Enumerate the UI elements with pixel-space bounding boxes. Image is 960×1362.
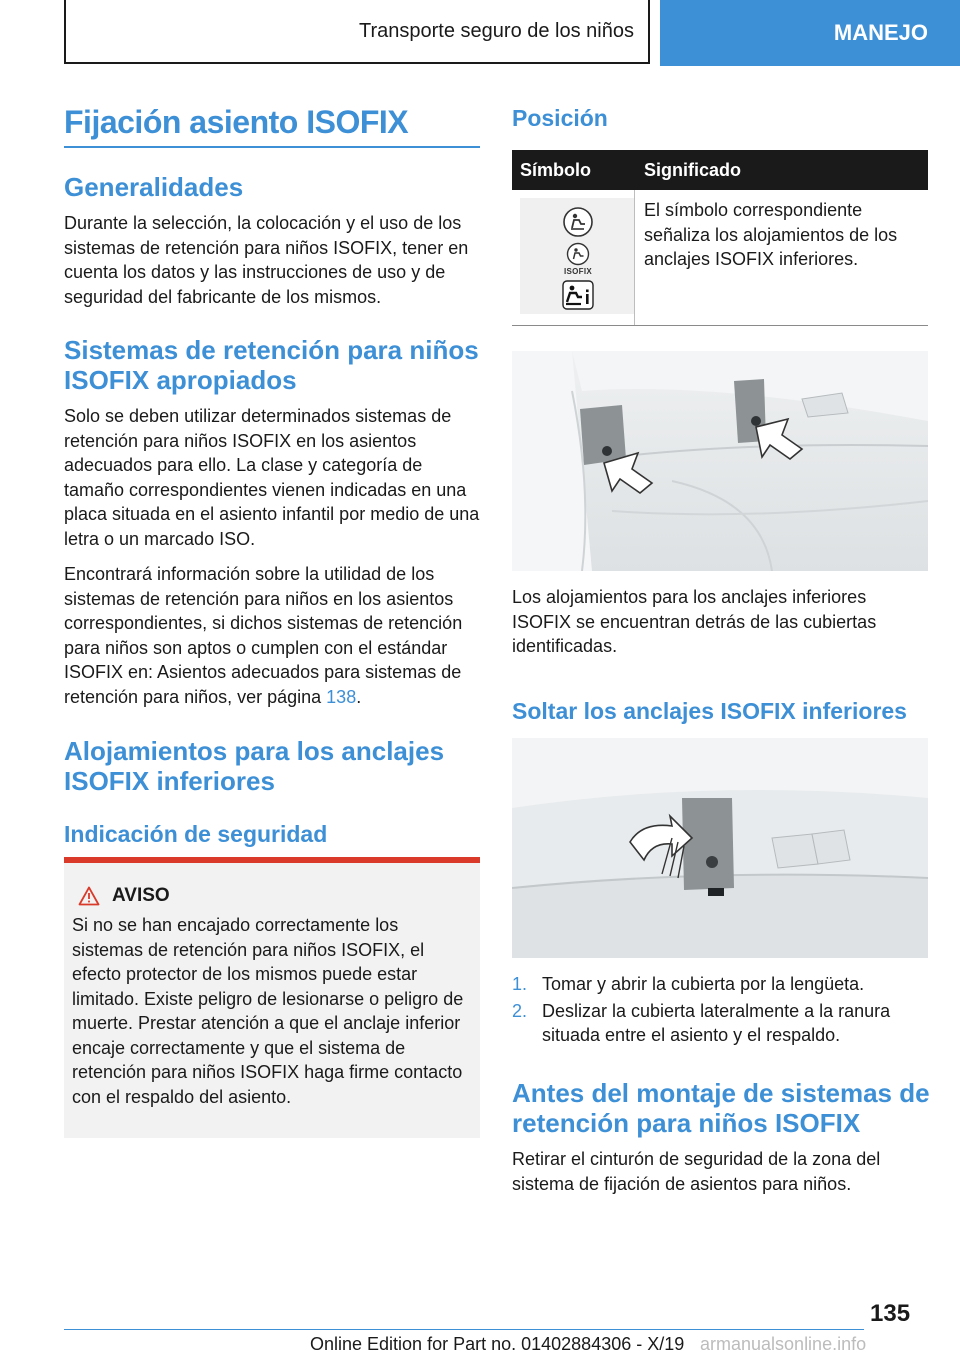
footer-edition: Online Edition for Part no. 01402884306 - X/19 <box>310 1334 685 1354</box>
steps-list <box>512 972 930 1048</box>
heading-safety: Indicación de seguridad <box>64 821 328 847</box>
text-systems-2-body: Encontrará información sobre la utilidad de los sistemas de retención para niños en los asientos correspondientes, si dichos sistemas de retención para niños son aptos o cumplen con el estándar ISOFIX en: Asientos adecuados para sistemas de retención para niños, ver página <box>64 564 463 707</box>
heading-release: Soltar los anclajes ISOFIX inferiores <box>512 698 907 724</box>
heading-before-mounting: Antes del montaje de sistemas de retención para niños ISOFIX <box>512 1078 930 1138</box>
text-before-mounting: Retirar el cinturón de seguridad de la zona del sistema de fijación de asientos para niños. <box>512 1149 881 1194</box>
text-systems-2 <box>64 562 484 709</box>
heading-systems: Sistemas de retención para niños ISOFIX apropiados <box>64 335 479 395</box>
step-text: Tomar y abrir la cubierta por la lengüeta. <box>542 974 865 994</box>
warning-box <box>64 863 480 1138</box>
step-number: 1. <box>512 974 528 994</box>
isofix-icon-label: ISOFIX <box>564 267 593 276</box>
chapter-tab <box>660 0 960 66</box>
text-systems-1: Solo se deben utilizar determinados sistemas de retención para niños ISOFIX en los asientos adecuados para ello. La clase y categoría de tamaño correspondientes vienen indicadas en una placa situada en el asiento infantil por medio de una letra o un marcado ISO. <box>64 406 480 549</box>
table-bottom-rule <box>512 325 928 326</box>
isofix-seat-icon <box>566 242 590 266</box>
step-item <box>512 972 930 997</box>
footer-rule <box>64 1329 864 1330</box>
page-title: Fijación asiento ISOFIX <box>64 104 409 140</box>
text-systems-2-end: . <box>356 686 362 707</box>
table-header <box>512 150 928 190</box>
section-header <box>64 0 650 64</box>
text-general: Durante la selección, la colocación y el uso de los sistemas de retención para niños ISOFIX, tener en cuenta los datos y las instrucciones de uso y de seguridad del fabricante de los mismos. <box>64 213 469 307</box>
warning-title: AVISO <box>112 885 170 906</box>
page-link-138[interactable]: 138 <box>326 686 357 707</box>
warning-triangle-icon <box>78 886 100 906</box>
rear-seat-illustration <box>512 351 928 571</box>
table-meaning: El símbolo correspondiente señaliza los alojamientos de los anclajes ISOFIX inferiores. <box>644 200 898 269</box>
step-text: Deslizar la cubierta lateralmente a la ranura situada entre el asiento y el respaldo. <box>542 1000 891 1045</box>
child-seat-icon <box>562 206 594 238</box>
section-title: Transporte seguro de los niños <box>359 19 634 42</box>
release-illustration <box>512 738 928 958</box>
col-symbol: Símbolo <box>520 160 591 180</box>
step-number: 2. <box>512 1000 528 1021</box>
chapter-label: MANEJO <box>833 20 928 45</box>
release-cover-photo <box>512 738 928 958</box>
col-meaning: Significado <box>644 160 742 180</box>
step-item <box>512 999 930 1048</box>
heading-general: Generalidades <box>64 172 244 202</box>
page-number: 135 <box>870 1300 911 1327</box>
isofix-info-icon <box>562 280 594 310</box>
warning-header <box>78 885 470 907</box>
watermark: armanualsonline.info <box>700 1334 867 1354</box>
rear-seat-isofix-photo <box>512 351 928 571</box>
heading-anchors: Alojamientos para los anclajes ISOFIX inferiores <box>64 736 445 796</box>
isofix-symbols <box>520 198 634 314</box>
table-divider <box>634 190 635 326</box>
heading-position: Posición <box>512 105 608 131</box>
title-rule <box>64 146 480 148</box>
photo-caption: Los alojamientos para los anclajes inferiores ISOFIX se encuentran detrás de las cubiertas identificadas. <box>512 587 877 656</box>
warning-text: Si no se han encajado correctamente los sistemas de retención para niños ISOFIX, el efecto protector de los mismos puede estar limitado. Existe peligro de lesionarse o peligro de muerte. Prestar atención a que el anclaje inferior encaje correctamente y que el sistema de retención para niños ISOFIX haga firme contacto con el respaldo del asiento. <box>72 915 464 1107</box>
